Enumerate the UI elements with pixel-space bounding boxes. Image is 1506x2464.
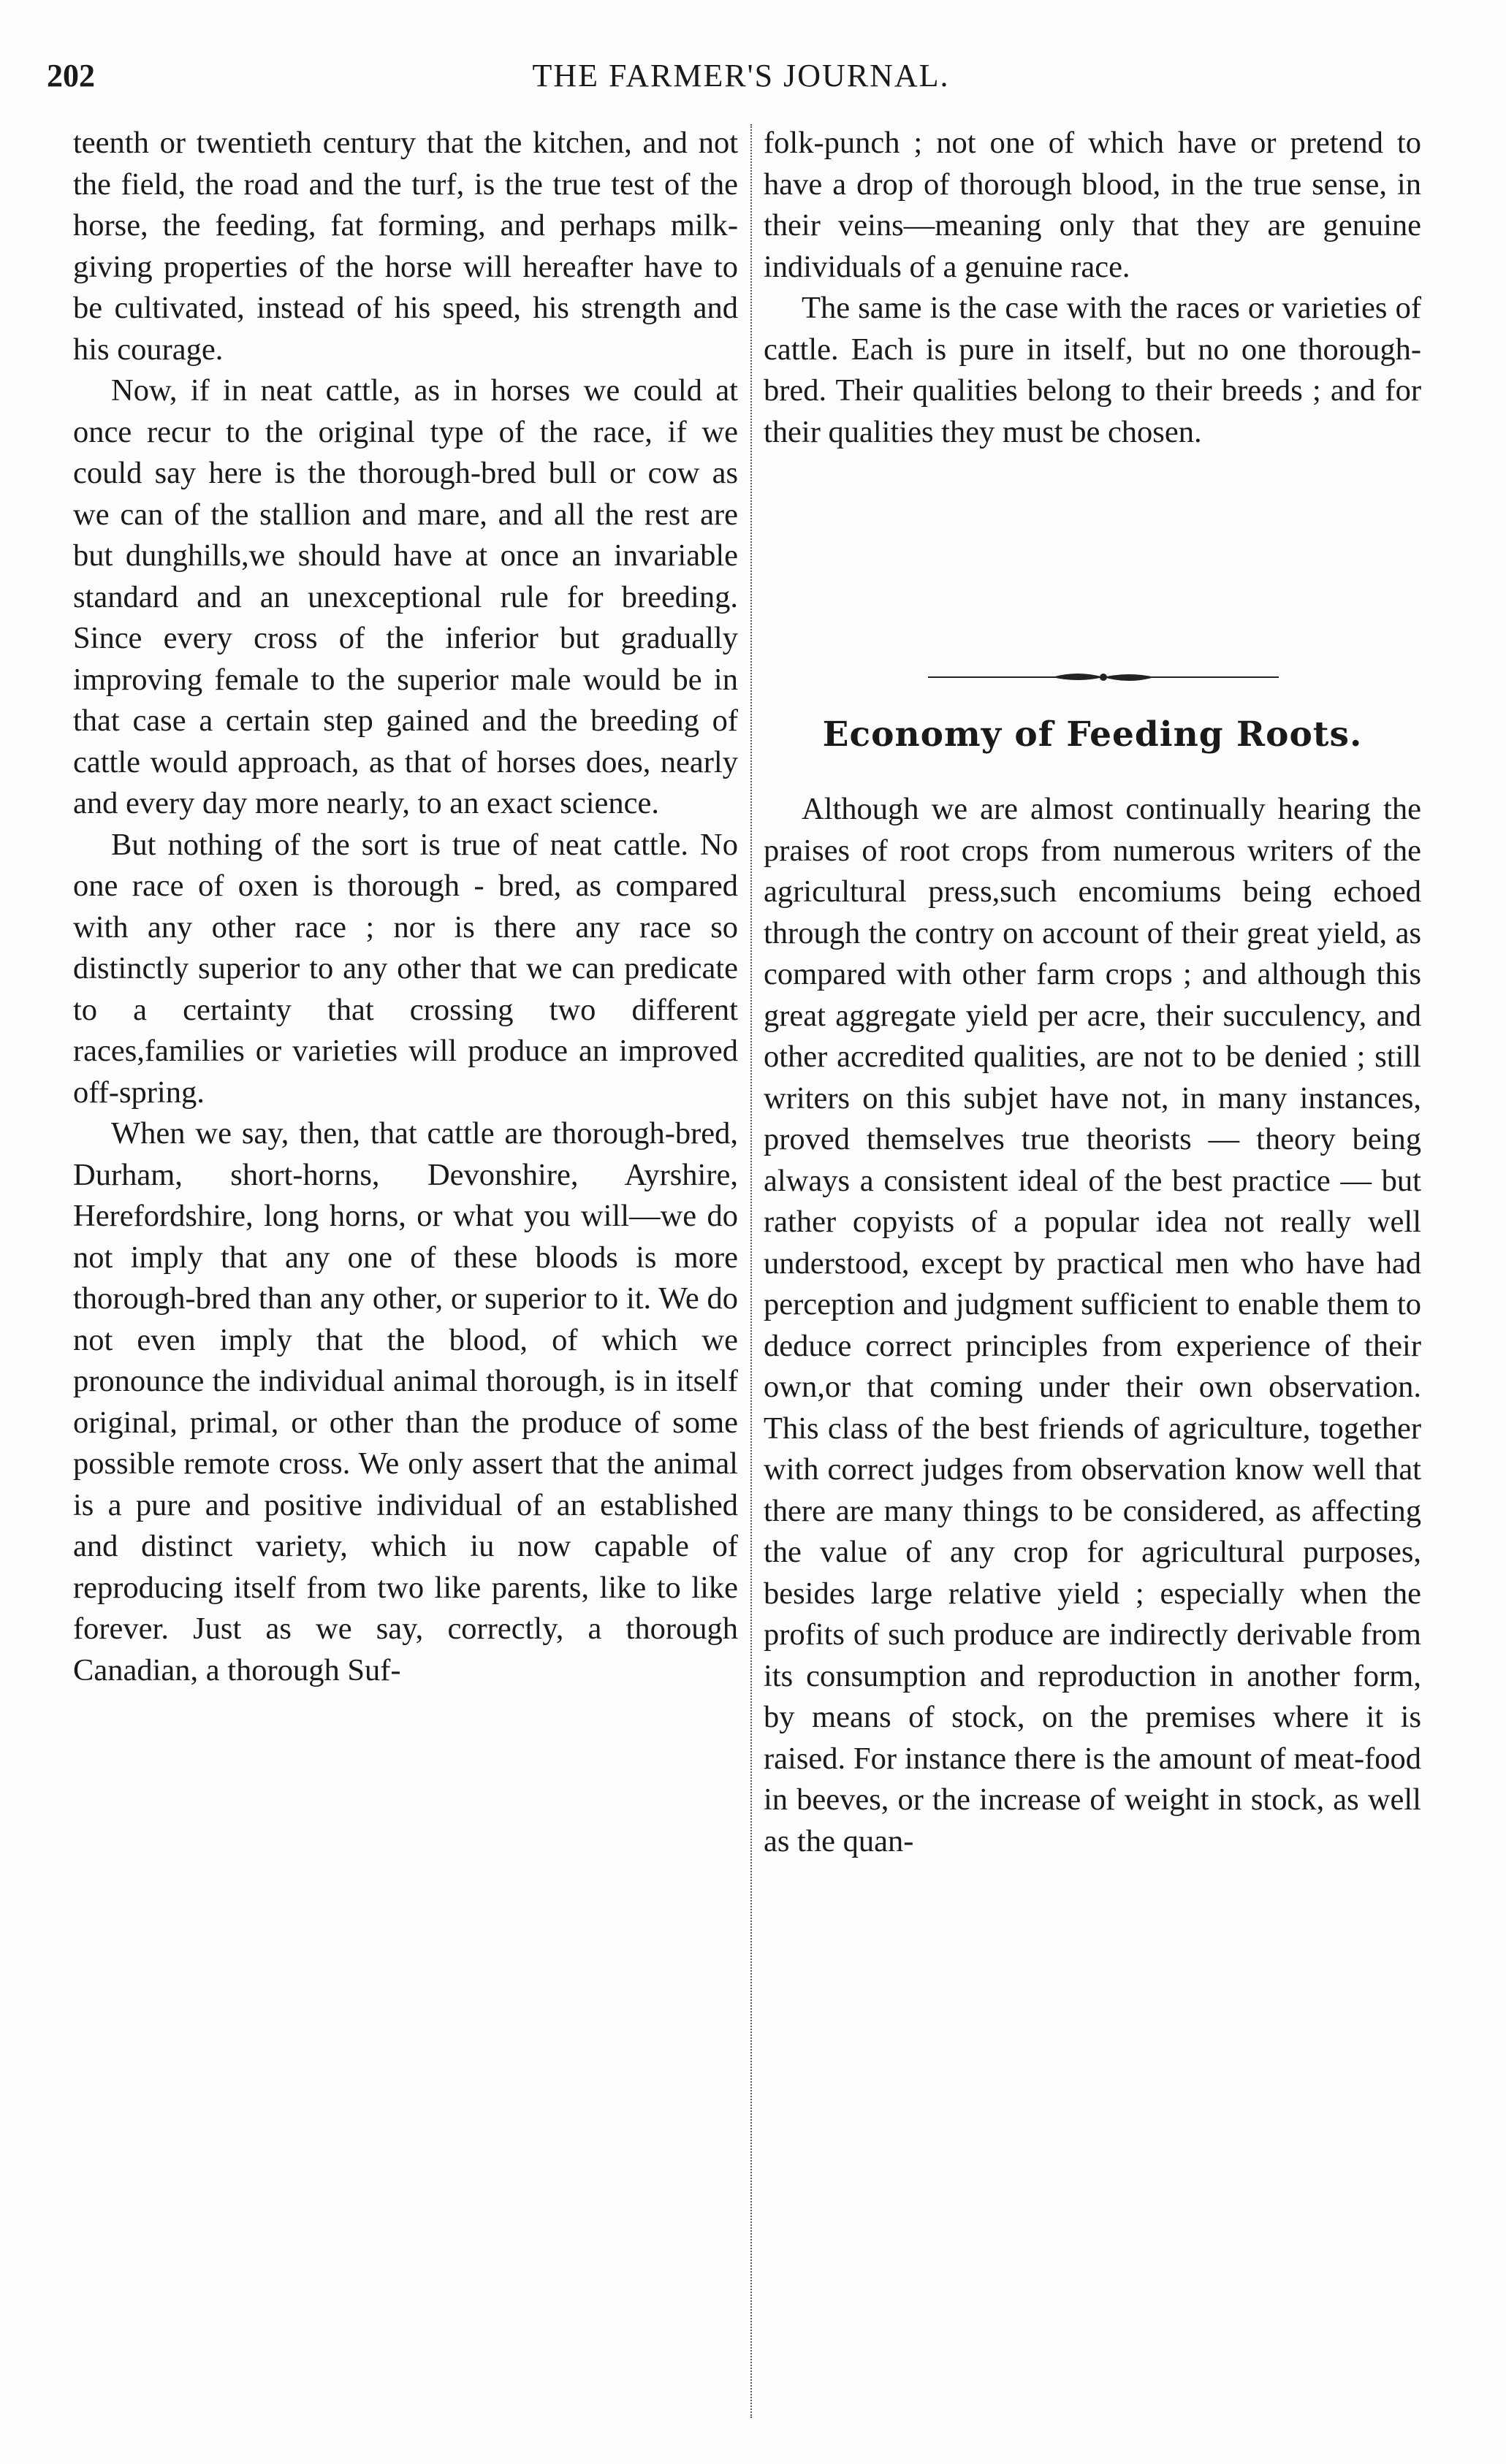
right-paragraph-2: The same is the case with the races or varieties of cattle. Each is pure in itself, but no one thorough-bred. Their qualities belong to their breeds ; and for their qualities they must be chosen. (764, 291, 1421, 449)
page-number: 202 (47, 58, 95, 94)
running-title: THE FARMER'S JOURNAL. (532, 58, 950, 94)
right-paragraph-1: folk-punch ; not one of which have or pretend to have a drop of thorough blood, in the true sense, in their veins—meaning only that they are genuine individuals of a genuine race. (764, 126, 1421, 284)
left-paragraph-2: Now, if in neat cattle, as in horses we could at once recur to the original type of the race, if we could say here is the thorough-bred bull or cow as we can of the stallion and mare, and all the rest are but dunghills,we should have at once an invariable standard and an unexceptional rule for breeding. Since every cross of the inferior but gradually improving female to the superior male would be in that case a certain step gained and the breeding of cattle would approach, as that of horses does, nearly and every day more nearly, to an exact science. (73, 373, 738, 820)
section-ornament (921, 670, 1286, 684)
right-column-article (764, 789, 1421, 1862)
left-column (73, 123, 738, 1691)
right-column-top (764, 123, 1421, 453)
left-paragraph-3: But nothing of the sort is true of neat cattle. No one race of oxen is thorough - bred, as compared with any other race ; nor is there any race so distinctly superior to any other that we can predicate to a certainty that crossing two different races,families or varieties will produce an improved off-spring. (73, 827, 738, 1110)
article-paragraph-1: Although we are almost continually hearing the praises of root crops from numerous writers of the agricultural press,such encomiums being echoed through the contry on account of their great yield, as compared with other farm crops ; and although this great aggregate yield per acre, their succulency, and other accredited qualities, are not to be denied ; still writers on this subjet have not, in many instances, proved themselves true theorists — theory being always a consistent ideal of the best practice — but rather copyists of a popular idea not really well understood, except by practical men who have had perception and judgment sufficient to enable them to deduce correct principles from experience of their own,or that coming under their own observation. This class of the best friends of agriculture, together with correct judges from observation know well that there are many things to be considered, as affecting the value of any crop for agricultural purposes, besides large relative yield ; especially when the profits of such produce are indirectly derivable from its consumption and reproduction in another form, by means of stock, on the premises where it is raised. For instance there is the amount of meat-food in beeves, or the increase of weight in stock, as well as the quan- (764, 792, 1421, 1858)
left-paragraph-4: When we say, then, that cattle are thorough-bred, Durham, short-horns, Devonshire, Ayrshire, Herefordshire, long horns, or what you will—we do not imply that any one of these bloods is more thorough-bred than any other, or superior to it. We do not even imply that the blood, of which we pronounce the individual animal thorough, is in itself original, primal, or other than the produce of some possible remote cross. We only assert that the animal is a pure and positive individual of an established and distinct variety, which iu now capable of reproducing itself from two like parents, like to like forever. Just as we say, correctly, a thorough Canadian, a thorough Suf- (73, 1116, 738, 1687)
column-divider (750, 124, 752, 2418)
page-header (47, 57, 1435, 108)
left-paragraph-1: teenth or twentieth century that the kitchen, and not the field, the road and the turf, is the true test of the horse, the feeding, fat forming, and perhaps milk-giving properties of the horse will hereafter have to be cultivated, instead of his speed, his strength and his courage. (73, 126, 738, 367)
section-heading: Economy of Feeding Roots. (822, 714, 1363, 755)
